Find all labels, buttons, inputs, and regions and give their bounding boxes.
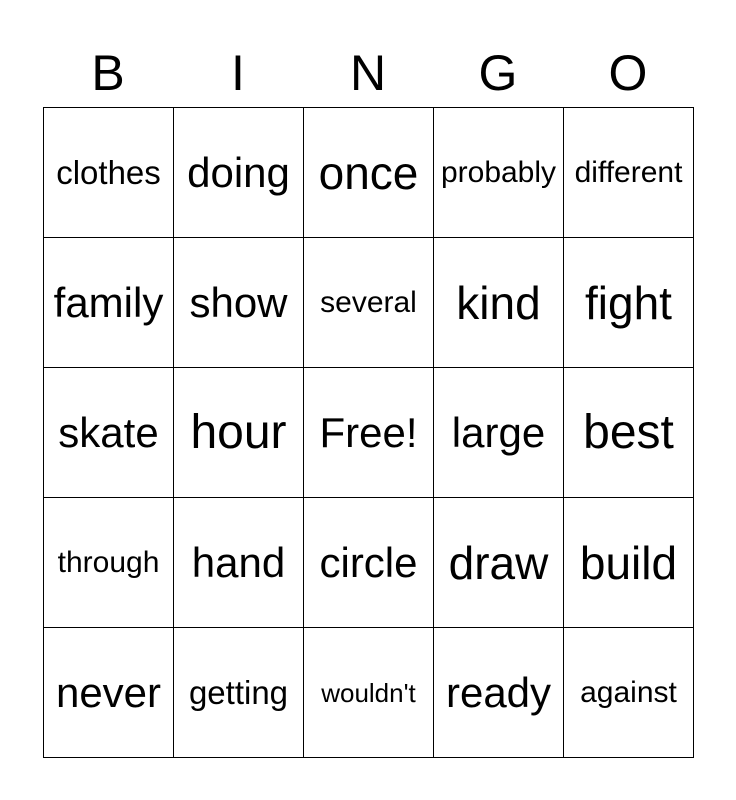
bingo-cell[interactable]: fight (564, 238, 694, 368)
bingo-cell[interactable]: circle (304, 498, 434, 628)
bingo-cell[interactable]: against (564, 628, 694, 758)
bingo-cell[interactable]: never (44, 628, 174, 758)
bingo-cell[interactable]: getting (174, 628, 304, 758)
bingo-cell[interactable]: doing (174, 108, 304, 238)
bingo-cell[interactable]: through (44, 498, 174, 628)
bingo-cell[interactable]: clothes (44, 108, 174, 238)
bingo-cell[interactable]: probably (434, 108, 564, 238)
bingo-cell[interactable]: show (174, 238, 304, 368)
bingo-cell[interactable]: best (564, 368, 694, 498)
bingo-board (43, 107, 694, 758)
bingo-cell[interactable]: build (564, 498, 694, 628)
bingo-cell[interactable]: skate (44, 368, 174, 498)
bingo-cell[interactable]: wouldn't (304, 628, 434, 758)
header-letter-n: N (349, 45, 387, 101)
bingo-cell[interactable]: draw (434, 498, 564, 628)
header-letter-o: O (608, 45, 648, 101)
bingo-cell[interactable]: hand (174, 498, 304, 628)
header-letter-b: B (91, 45, 125, 101)
bingo-cell[interactable]: hour (174, 368, 304, 498)
bingo-cell[interactable]: large (434, 368, 564, 498)
header-letter-i: I (231, 45, 245, 101)
bingo-cell[interactable]: ready (434, 628, 564, 758)
bingo-cell[interactable]: family (44, 238, 174, 368)
bingo-cell[interactable]: once (304, 108, 434, 238)
header-letter-g: G (478, 45, 518, 101)
bingo-cell[interactable]: different (564, 108, 694, 238)
bingo-header (43, 38, 693, 108)
bingo-cell[interactable]: kind (434, 238, 564, 368)
free-space[interactable]: Free! (304, 368, 434, 498)
bingo-cell[interactable]: several (304, 238, 434, 368)
